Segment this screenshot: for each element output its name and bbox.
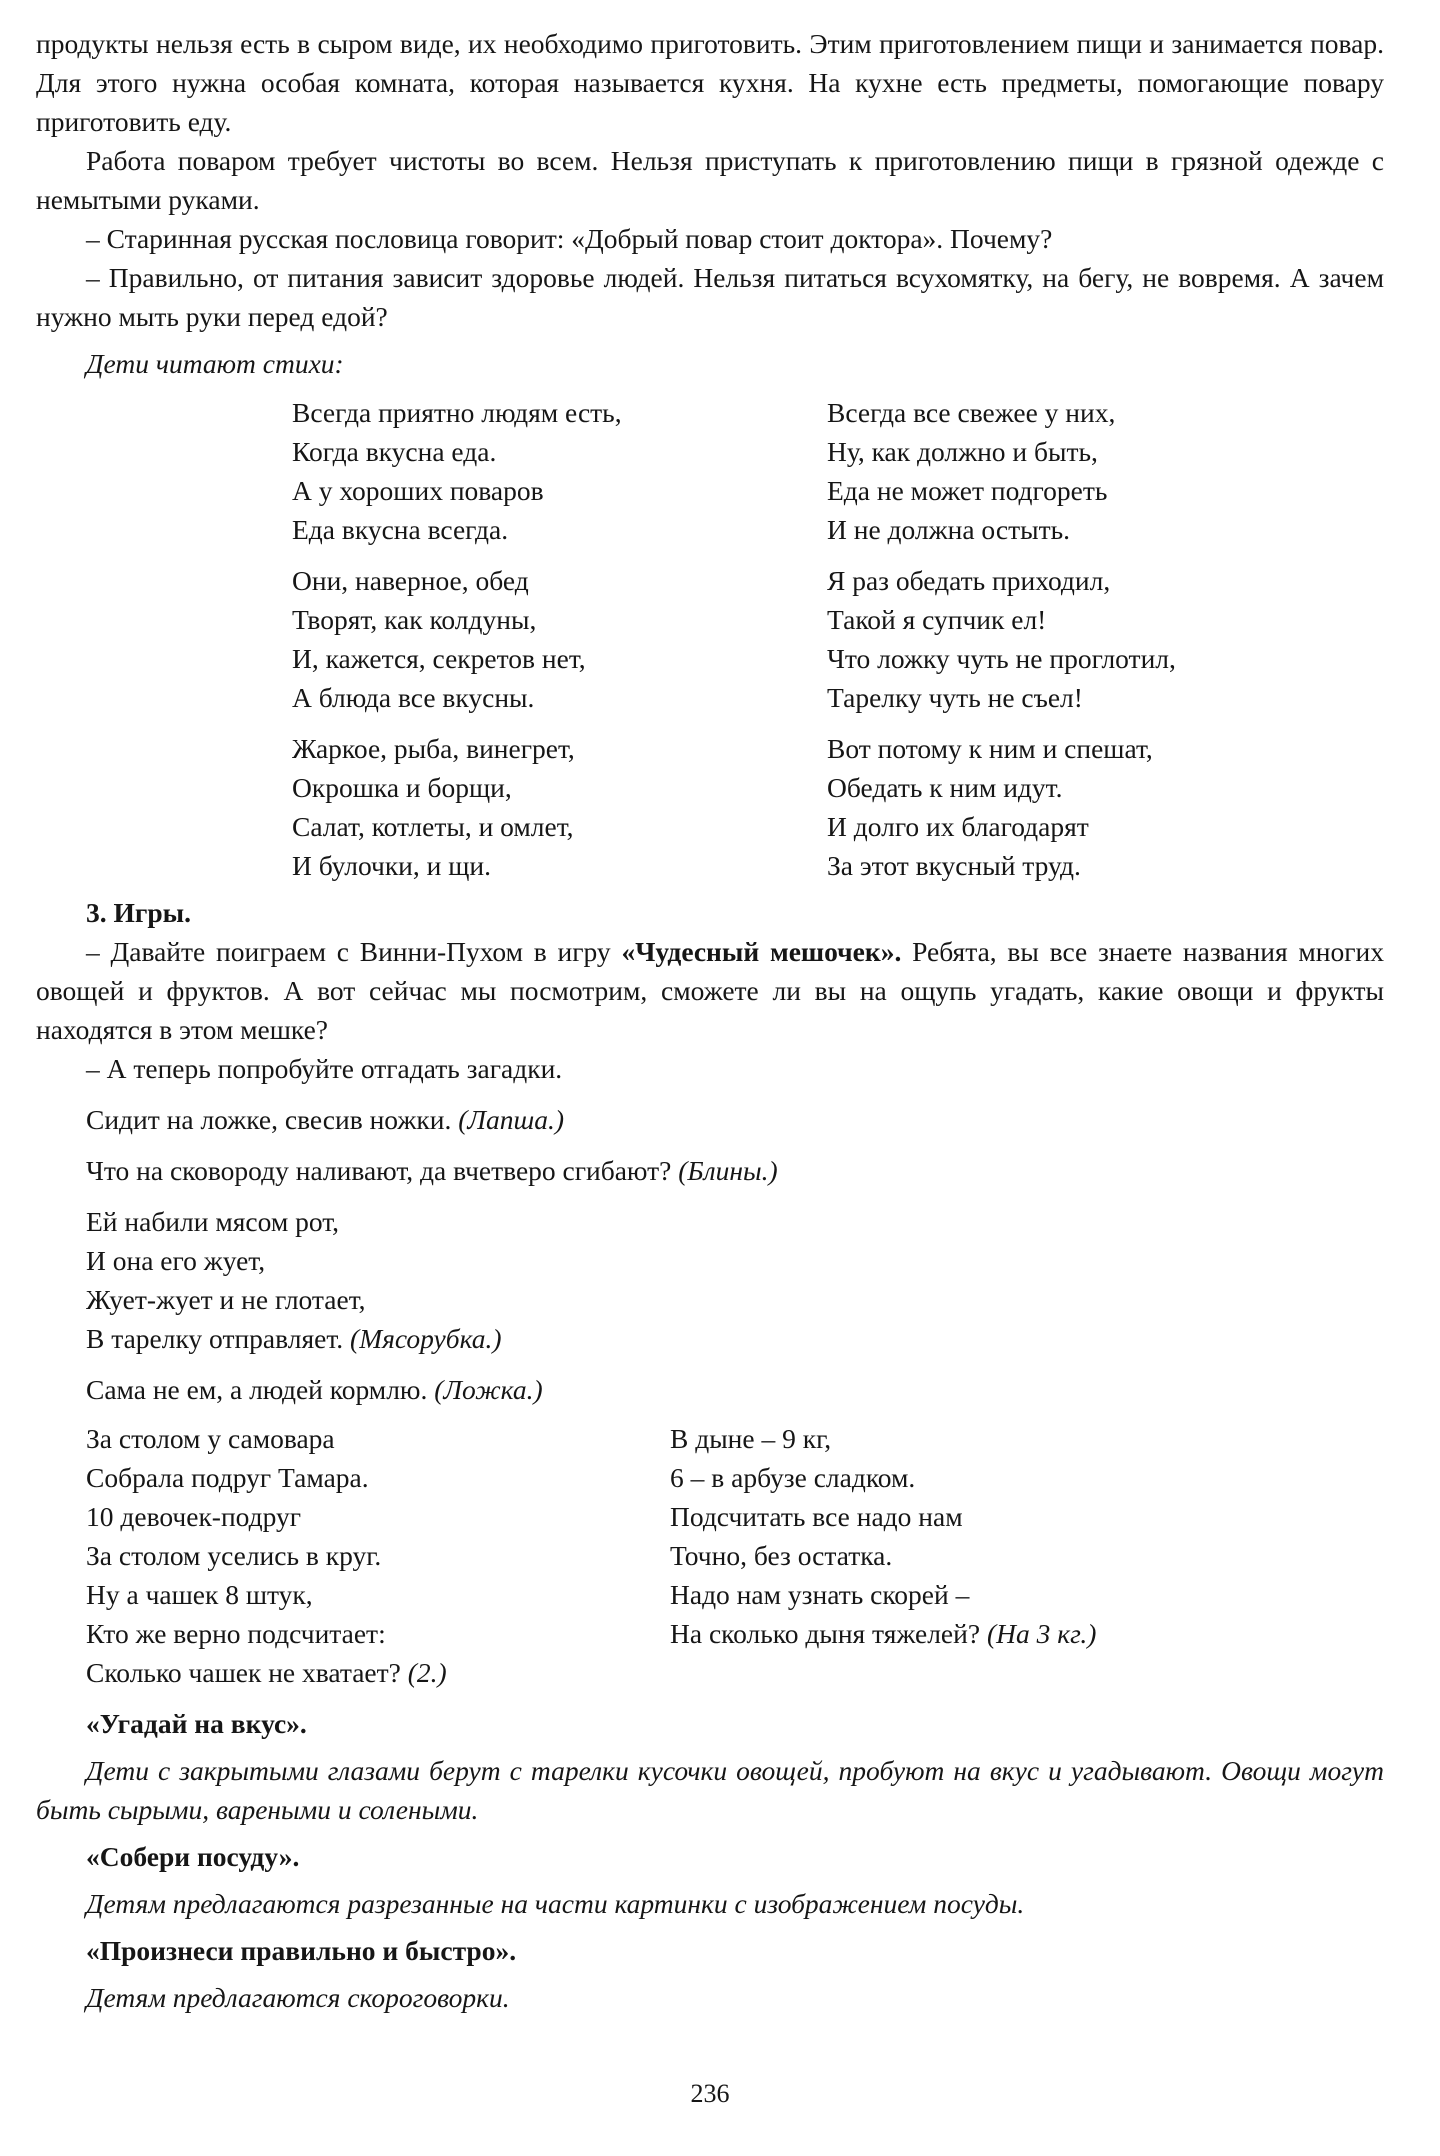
riddle-text: Что на сковороду наливают, да вчетверо сгибают? xyxy=(86,1155,679,1186)
game-description: Дети с закрытыми глазами берут с тарелки кусочки овощей, пробуют на вкус и угадывают. Овощи могут быть сырыми, вареными и солеными. xyxy=(36,1755,1384,1825)
riddle-line: Жует-жует и не глотает, xyxy=(86,1284,366,1315)
riddle-text: На сколько дыня тяжелей? xyxy=(670,1618,987,1649)
poem-line: Еда не может подгореть xyxy=(827,475,1108,506)
riddle-text: В тарелку отправляет. xyxy=(86,1323,351,1354)
poem-line: Творят, как колдуны, xyxy=(292,604,537,635)
poem-stanza xyxy=(827,561,1362,717)
poem-line: И булочки, и щи. xyxy=(292,850,491,881)
poem-stanza xyxy=(292,729,827,885)
riddle-line: 10 девочек-подруг xyxy=(86,1501,302,1532)
games-intro-text: Ребята, вы все знаете названия многих овощей и фруктов. А вот сейчас мы посмотрим, сможете ли вы на ощупь угадать, какие овощи и фрукты находятся в этом мешке? xyxy=(36,936,1384,1045)
game-title-collect-dishes: «Собери посуду». xyxy=(86,1841,300,1872)
riddle-line: И она его жует, xyxy=(86,1245,266,1276)
paragraph-nutrition: – Правильно, от питания зависит здоровье людей. Нельзя питаться всухомятку, на бегу, не вовремя. А зачем нужно мыть руки перед едой? xyxy=(36,262,1384,332)
game-title-tongue-twisters: «Произнеси правильно и быстро». xyxy=(86,1935,517,1966)
riddle xyxy=(36,1100,1384,1139)
poem-line: Жаркое, рыба, винегрет, xyxy=(292,733,575,764)
riddle-line xyxy=(86,1653,670,1692)
riddle-text: Сколько чашек не хватает? xyxy=(86,1657,408,1688)
poem xyxy=(292,393,1384,885)
game-title-magic-bag: «Чудесный мешочек». xyxy=(621,936,902,967)
riddle-line: Кто же верно подсчитает: xyxy=(86,1618,386,1649)
poem-line: Всегда приятно людям есть, xyxy=(292,397,622,428)
poem-stanza xyxy=(292,393,827,549)
poem-stanza xyxy=(292,561,827,717)
poem-line: Когда вкусна еда. xyxy=(292,436,497,467)
games-intro-text: – Давайте поиграем с Винни-Пухом в игру xyxy=(86,936,622,967)
paragraph-games-intro xyxy=(36,932,1384,1049)
poem-line: Такой я супчик ел! xyxy=(827,604,1047,635)
math-riddle-cups xyxy=(86,1419,670,1692)
riddle-line: Подсчитать все надо нам xyxy=(670,1501,963,1532)
poem-stanza xyxy=(827,393,1362,549)
riddle-line xyxy=(670,1614,1096,1653)
section-heading-games: 3. Игры. xyxy=(86,897,192,928)
page-number: 236 xyxy=(690,2079,730,2108)
poem-line: И не должна остыть. xyxy=(827,514,1071,545)
riddle-line: Собрала подруг Тамара. xyxy=(86,1462,369,1493)
poem-line: Салат, котлеты, и омлет, xyxy=(292,811,574,842)
riddle-line: За столом уселись в круг. xyxy=(86,1540,382,1571)
riddle-answer: (2.) xyxy=(407,1657,447,1688)
game-title-guess-taste: «Угадай на вкус». xyxy=(86,1708,307,1739)
paragraph-cleanliness: Работа поваром требует чистоты во всем. Нельзя приступать к приготовлению пищи в грязной одежде с немытыми руками. xyxy=(36,145,1384,215)
riddle-answer: (На 3 кг.) xyxy=(986,1618,1097,1649)
poem-line: Они, наверное, обед xyxy=(292,565,529,596)
riddle-text: Сама не ем, а людей кормлю. xyxy=(86,1374,435,1405)
poem-line: Всегда все свежее у них, xyxy=(827,397,1116,428)
paragraph-riddles-intro: – А теперь попробуйте отгадать загадки. xyxy=(86,1053,563,1084)
riddle-answer: (Лапша.) xyxy=(458,1104,565,1135)
riddle-line: Ну а чашек 8 штук, xyxy=(86,1579,313,1610)
poem-line: Окрошка и борщи, xyxy=(292,772,512,803)
math-riddle-melon xyxy=(670,1419,1096,1692)
poem-line: За этот вкусный труд. xyxy=(827,850,1081,881)
poem-line: И долго их благодарят xyxy=(827,811,1089,842)
riddle-line: Ей набили мясом рот, xyxy=(86,1206,340,1237)
riddle-text: Сидит на ложке, свесив ножки. xyxy=(86,1104,459,1135)
poem-line: Еда вкусна всегда. xyxy=(292,514,509,545)
riddle-line: За столом у самовара xyxy=(86,1423,335,1454)
poem-line: А у хороших поваров xyxy=(292,475,544,506)
poem-line: А блюда все вкусны. xyxy=(292,682,535,713)
riddle-answer: (Ложка.) xyxy=(434,1374,543,1405)
poem-stanza xyxy=(827,729,1362,885)
document-page xyxy=(36,24,1384,2134)
paragraph-cooking-intro: продукты нельзя есть в сыром виде, их необходимо приготовить. Этим приготовлением пищи и занимается повар. Для этого нужна особая комната, которая называется кухня. На кухне есть предметы, помогающие повару приготовить еду. xyxy=(36,28,1384,137)
poem-line: Обедать к ним идут. xyxy=(827,772,1063,803)
poem-line: Что ложку чуть не проглотил, xyxy=(827,643,1176,674)
poem-line: И, кажется, секретов нет, xyxy=(292,643,586,674)
poem-line: Ну, как должно и быть, xyxy=(827,436,1098,467)
riddle-line xyxy=(86,1319,1384,1358)
riddle-line: Надо нам узнать скорей – xyxy=(670,1579,970,1610)
math-riddles xyxy=(36,1419,1384,1692)
poem-intro: Дети читают стихи: xyxy=(86,348,344,379)
game-description: Детям предлагаются скороговорки. xyxy=(86,1982,510,2013)
riddle-line: 6 – в арбузе сладком. xyxy=(670,1462,916,1493)
riddle-answer: (Блины.) xyxy=(678,1155,778,1186)
poem-line: Я раз обедать приходил, xyxy=(827,565,1111,596)
riddle xyxy=(36,1202,1384,1358)
riddle-line: Точно, без остатка. xyxy=(670,1540,893,1571)
riddle-answer: (Мясорубка.) xyxy=(350,1323,502,1354)
riddle xyxy=(36,1370,1384,1409)
riddle-line: В дыне – 9 кг, xyxy=(670,1423,832,1454)
game-description: Детям предлагаются разрезанные на части картинки с изображением посуды. xyxy=(86,1888,1025,1919)
poem-line: Вот потому к ним и спешат, xyxy=(827,733,1153,764)
poem-right-column xyxy=(827,393,1362,885)
poem-left-column xyxy=(292,393,827,885)
riddle xyxy=(36,1151,1384,1190)
poem-line: Тарелку чуть не съел! xyxy=(827,682,1083,713)
paragraph-proverb: – Старинная русская пословица говорит: «Добрый повар стоит доктора». Почему? xyxy=(86,223,1053,254)
